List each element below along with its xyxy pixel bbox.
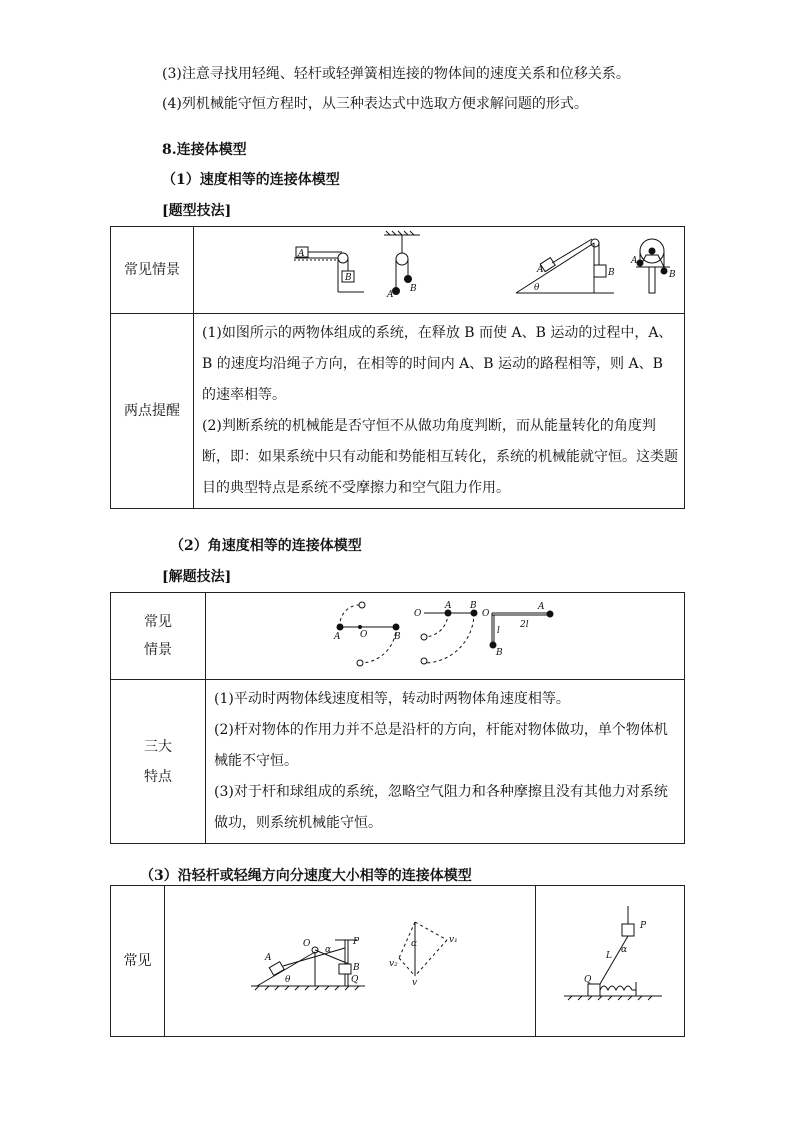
svg-text:Q: Q [351,975,359,985]
svg-text:2l: 2l [520,620,529,630]
svg-text:θ: θ [534,283,540,293]
svg-text:Q: Q [584,975,592,985]
part2-diagrams [206,593,684,675]
incline-diagram [516,239,615,293]
svg-text:A: A [298,249,305,259]
part2-table [110,592,685,844]
part2-heading: （2）角速度相等的连接体模型 [170,538,362,554]
svg-text:α: α [621,945,628,955]
part1-row2-label: 两点提醒 [111,314,194,509]
svg-text:B: B [410,284,417,294]
velocity-decomposition-diagram [389,922,458,988]
svg-text:θ: θ [285,975,291,985]
part1-scenario-figures [194,227,685,314]
incline-rod-slider-diagram [251,937,365,990]
svg-text:A: A [537,265,544,275]
svg-text:v₁: v₁ [449,935,458,945]
rod-two-balls-diagram [414,601,477,664]
wheel-stand-diagram [630,239,676,293]
svg-text:A: A [334,632,341,642]
intro-line-3: (3)注意寻找用轻绳、轻杆或轻弹簧相连接的物体间的速度关系和位移关系。 [162,66,630,82]
svg-text:α: α [411,939,418,949]
svg-text:A: A [538,602,545,612]
part3-figures-left [165,886,536,1037]
part1-heading: （1）速度相等的连接体模型 [162,172,340,188]
part2-scenario-figures [206,593,685,680]
part1-tips [194,314,685,509]
svg-text:B: B [608,268,615,278]
svg-text:O: O [303,939,311,949]
part2-point-1: (1)平动时两物体线速度相等，转动时两物体角速度相等。 [214,691,570,707]
part3-row1-label: 常见 [111,886,165,1037]
svg-text:A: A [445,601,452,611]
svg-text:O: O [482,609,490,619]
svg-text:A: A [265,953,272,963]
svg-text:B: B [353,963,360,973]
part2-point-3: (3)对于杆和球组成的系统，忽略空气阻力和各种摩擦且没有其他力对系统做功，则系统机械能守恒。 [214,784,668,831]
part1-diagrams [194,227,684,309]
section-title: 8.连接体模型 [162,142,247,158]
svg-text:α: α [325,945,332,955]
svg-text:B: B [394,632,401,642]
svg-text:L: L [606,951,612,961]
part2-tag: [解题技法] [162,569,232,585]
part2-point-2: (2)杆对物体的作用力并不总是沿杆的方向，杆能对物体做功，单个物体机械能不守恒。 [214,722,668,769]
part2-points [206,680,685,844]
svg-text:B: B [496,648,503,658]
svg-text:A: A [387,290,394,300]
rod-spring-block-diagram [564,906,662,1000]
part3-left-diagrams [165,886,533,1032]
part1-table [110,226,685,509]
intro-line-4: (4)列机械能守恒方程时，从三种表达式中选取方便求解问题的形式。 [162,96,588,112]
part3-table [110,885,685,1037]
svg-text:B: B [470,601,477,611]
part3-heading: （3）沿轻杆或轻绳方向分速度大小相等的连接体模型 [140,868,472,884]
svg-text:l: l [497,626,500,636]
part1-tag: [题型技法] [162,203,232,219]
svg-text:P: P [640,921,647,931]
svg-text:O: O [414,609,422,619]
part2-row2-label: 三大 特点 [111,680,206,844]
rotating-rod-diagram [333,602,401,666]
part2-row1-label: 常见 情景 [111,593,206,680]
svg-text:v: v [412,978,418,988]
part1-row1-label: 常见情景 [111,227,194,314]
table-pulley-diagram [294,247,364,292]
part1-tip-2: (2)判断系统的机械能是否守恒不从做功角度判断，而从能量转化的角度判断，即：如果系统中只有动能和势能相互转化，系统的机械能就守恒。这类题目的典型特点是系统不受摩擦力和空气阻力作用。 [202,418,678,496]
svg-text:A: A [631,256,638,266]
svg-text:B: B [669,270,676,280]
svg-text:v₂: v₂ [389,959,398,969]
svg-text:B: B [345,273,352,283]
bent-rod-diagram [482,602,553,658]
svg-text:O: O [360,630,368,640]
svg-text:P: P [353,937,360,947]
hanging-pulley-diagram [384,231,420,300]
part3-figures-right [536,886,685,1037]
part1-tip-1: (1)如图所示的两物体组成的系统，在释放 B 而使 A、B 运动的过程中，A、B 的速度均沿绳子方向，在相等的时间内 A、B 运动的路程相等，则 A、B 的速率相等。 [202,325,673,403]
part3-right-diagram [536,886,684,1032]
